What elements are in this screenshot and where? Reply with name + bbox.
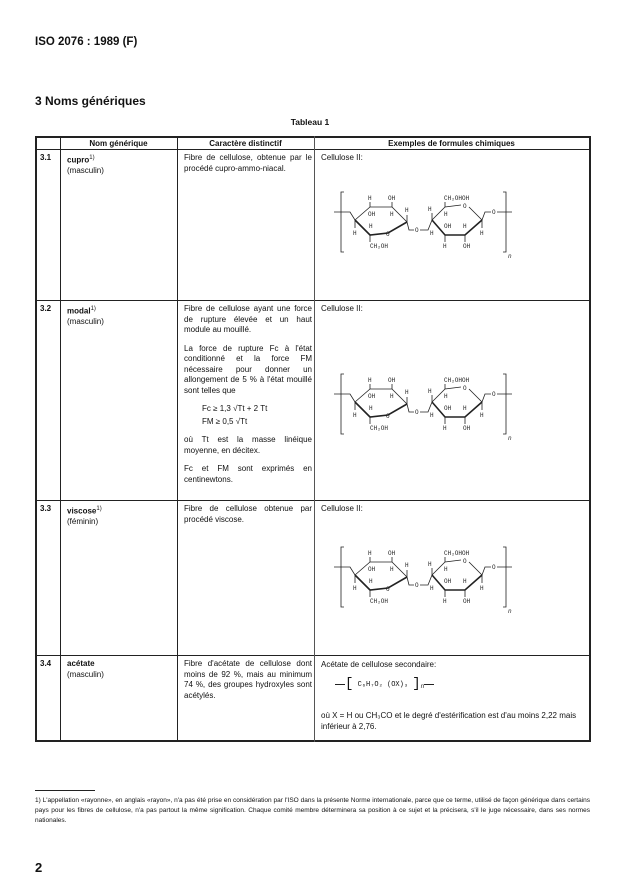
example-label: Acétate de cellulose secondaire: xyxy=(321,660,437,669)
table-title: Tableau 1 xyxy=(290,117,330,127)
desc-para: Fibre de cellulose ayant une force de rupture élevée et un haut module au mouillé. xyxy=(184,304,312,334)
atom-label: OH xyxy=(462,377,470,384)
desc-para: La force de rupture Fc à l'état conditionné et la force FM nécessaire pour donner un allongement de 5 % à l'état mouillé sont telles que xyxy=(184,343,312,395)
atom-label: O xyxy=(463,203,467,210)
characteristic: Fibre de cellulose, obtenue par le procédé cupro-ammo-niacal. xyxy=(184,153,312,173)
desc-para: où Tt est la masse linéique moyenne, en décitex. xyxy=(184,435,312,455)
atom-label: O xyxy=(386,231,390,238)
example-label: Cellulose II: xyxy=(321,304,363,313)
atom-label: H xyxy=(444,393,448,400)
atom-label: CH₂OH xyxy=(444,195,463,202)
atom-label: H xyxy=(369,405,373,412)
atom-label: OH xyxy=(368,393,376,400)
atom-label: H xyxy=(443,425,447,432)
row-divider xyxy=(35,149,591,150)
atom-label: O xyxy=(492,391,496,398)
cellulose-structure xyxy=(320,362,520,452)
column-header-characteristic: Caractère distinctif xyxy=(209,139,282,148)
row-number: 3.3 xyxy=(40,504,52,513)
atom-label: OH xyxy=(444,223,452,230)
gender: (masculin) xyxy=(67,317,104,327)
atom-label: H xyxy=(390,393,394,400)
column-divider xyxy=(60,136,61,742)
atom-label: CH₂OH xyxy=(370,243,389,250)
atom-label: OH xyxy=(368,566,376,573)
name-text: acétate xyxy=(67,659,95,668)
atom-label: H xyxy=(368,377,372,384)
atom-label: H xyxy=(480,585,484,592)
atom-label: CH₂OH xyxy=(370,598,389,605)
name-text: cupro xyxy=(67,155,90,165)
atom-label: H xyxy=(353,412,357,419)
atom-label: OH xyxy=(462,550,470,557)
footnote-ref: 1) xyxy=(89,155,95,161)
row-number: 3.1 xyxy=(40,153,52,162)
footnote-ref: 1) xyxy=(96,506,102,512)
atom-label: n xyxy=(508,608,512,615)
gender: (masculin) xyxy=(67,669,104,679)
atom-label: H xyxy=(443,243,447,250)
atom-label: OH xyxy=(444,405,452,412)
atom-label: H xyxy=(405,207,409,214)
atom-label: OH xyxy=(462,195,470,202)
atom-label: H xyxy=(428,388,432,395)
row-divider xyxy=(35,300,591,301)
atom-label: OH xyxy=(463,425,471,432)
atom-label: O xyxy=(463,385,467,392)
cellulose-structure xyxy=(320,180,520,270)
cellulose-diagram xyxy=(320,535,520,625)
atom-label: H xyxy=(480,230,484,237)
atom-label: H xyxy=(430,230,434,237)
atom-label: CH₂OH xyxy=(444,377,463,384)
atom-label: H xyxy=(444,566,448,573)
atom-label: H xyxy=(430,585,434,592)
atom-label: H xyxy=(369,578,373,585)
atom-label: H xyxy=(463,223,467,230)
atom-label: n xyxy=(508,253,512,260)
atom-label: O xyxy=(386,586,390,593)
atom-label: H xyxy=(390,211,394,218)
column-header-name: Nom générique xyxy=(89,139,148,148)
atom-label: OH xyxy=(368,211,376,218)
table-border xyxy=(35,740,591,742)
atom-label: O xyxy=(492,209,496,216)
atom-label: n xyxy=(508,435,512,442)
atom-label: OH xyxy=(444,578,452,585)
atom-label: H xyxy=(430,412,434,419)
cellulose-diagram xyxy=(320,362,520,452)
characteristic xyxy=(184,304,312,493)
generic-name xyxy=(67,153,104,177)
atom-label: H xyxy=(480,412,484,419)
example-label: Cellulose II: xyxy=(321,153,363,162)
atom-label: H xyxy=(353,585,357,592)
atom-label: H xyxy=(428,206,432,213)
atom-label: H xyxy=(353,230,357,237)
generic-name xyxy=(67,304,104,328)
column-header-examples: Exemples de formules chimiques xyxy=(388,139,515,148)
formula: FM ≥ 0,5 √Tt xyxy=(202,416,248,426)
column-divider xyxy=(177,136,178,742)
atom-label: OH xyxy=(388,550,396,557)
formula-text: C₆H₇O₂ (OX)₃ xyxy=(357,680,409,689)
cellulose-structure xyxy=(320,535,520,625)
atom-label: OH xyxy=(388,377,396,384)
desc-para: Fc et FM sont exprimés en centinewtons. xyxy=(184,464,312,484)
cellulose-diagram xyxy=(320,180,520,270)
footnote-rule xyxy=(35,790,95,791)
atom-label: CH₂OH xyxy=(370,425,389,432)
row-divider xyxy=(35,500,591,501)
atom-label: O xyxy=(415,582,419,589)
generic-name xyxy=(67,504,102,528)
row-divider xyxy=(35,655,591,656)
acetate-formula: [ C₆H₇O₂ (OX)₃ ]$_n$ xyxy=(335,676,434,692)
atom-label: CH₂OH xyxy=(444,550,463,557)
page-number: 2 xyxy=(35,860,43,875)
characteristic: Fibre d'acétate de cellulose dont moins de 92 %, mais au minimum 74 %, des groupes hydroxyles sont acétylés. xyxy=(184,659,312,700)
atom-label: O xyxy=(386,413,390,420)
atom-label: H xyxy=(390,566,394,573)
atom-label: H xyxy=(443,598,447,605)
gender: (masculin) xyxy=(67,166,104,176)
atom-label: H xyxy=(405,389,409,396)
gender: (féminin) xyxy=(67,517,99,527)
footnote: 1) L'appellation «rayonne», en anglais «rayon», n'a pas été prise en considération par l'ISO dans la présente Norme internationale, parce que ce terme, utilisé de façon générique dans certains pays pour les fibres de cellulose, n'a pas partout la même signification. Chaque comité membre déterminera sa position à ce sujet et la précisera, s'il le juge nécessaire, dans ses normes nationales. xyxy=(35,797,590,824)
name-text: viscose xyxy=(67,506,97,516)
column-divider xyxy=(314,136,315,742)
atom-label: H xyxy=(463,578,467,585)
row-number: 3.2 xyxy=(40,304,52,313)
atom-label: H xyxy=(463,405,467,412)
atom-label: O xyxy=(463,558,467,565)
atom-label: H xyxy=(369,223,373,230)
table-border xyxy=(35,136,37,742)
characteristic: Fibre de cellulose obtenue par procédé viscose. xyxy=(184,504,312,524)
example-note: où X = H ou CH₃CO et le degré d'estérification est d'au moins 2,22 mais inférieur à 2,76. xyxy=(321,711,577,731)
row-number: 3.4 xyxy=(40,659,52,668)
atom-label: H xyxy=(444,211,448,218)
atom-label: H xyxy=(405,562,409,569)
section-title: 3 Noms génériques xyxy=(35,94,146,108)
atom-label: OH xyxy=(463,598,471,605)
atom-label: OH xyxy=(463,243,471,250)
atom-label: H xyxy=(368,195,372,202)
name-text: modal xyxy=(67,306,91,316)
atom-label: H xyxy=(368,550,372,557)
footnote-ref: 1) xyxy=(90,306,96,312)
formula: Fc ≥ 1,3 √Tt + 2 Tt xyxy=(202,404,268,413)
table-border xyxy=(35,136,591,138)
atom-label: O xyxy=(492,564,496,571)
atom-label: O xyxy=(415,227,419,234)
atom-label: OH xyxy=(388,195,396,202)
generic-name xyxy=(67,659,104,680)
example-label: Cellulose II: xyxy=(321,504,363,513)
atom-label: O xyxy=(415,409,419,416)
atom-label: H xyxy=(428,561,432,568)
table-border xyxy=(589,136,591,742)
formula-n: n xyxy=(420,683,425,691)
document-header: ISO 2076 : 1989 (F) xyxy=(35,36,138,48)
